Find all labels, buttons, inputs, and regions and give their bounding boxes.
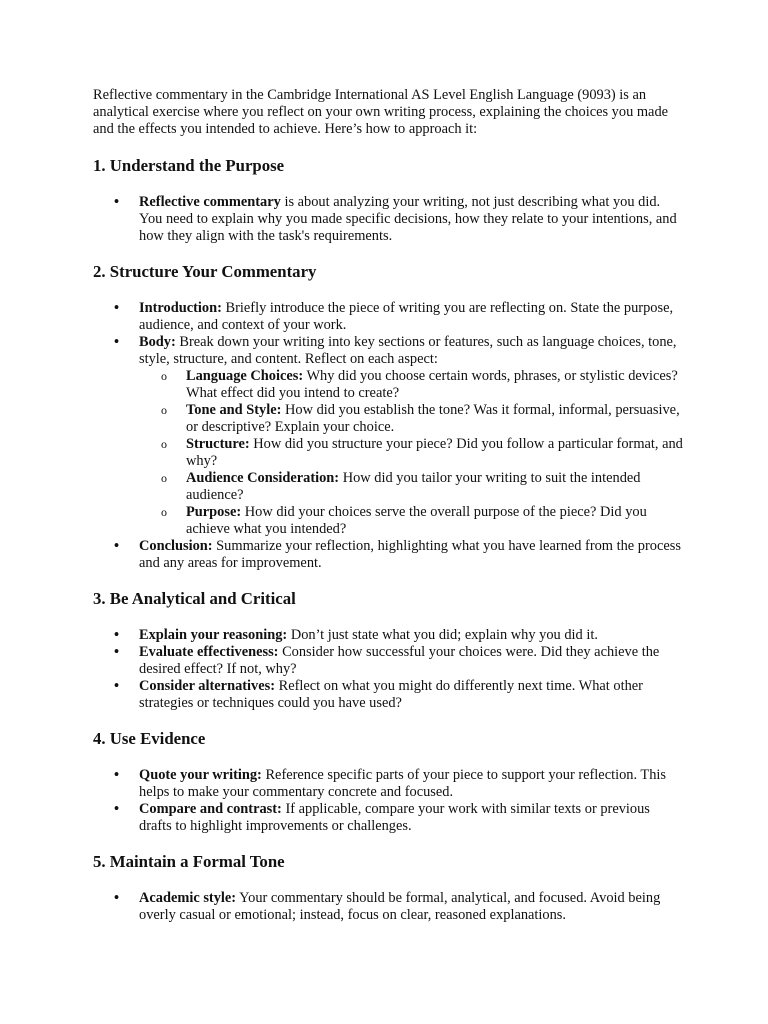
item-term: Reflective commentary [139, 194, 281, 210]
bullet-icon: • [114, 538, 120, 554]
item-text: Reference specific parts of your piece to support your reflection. This helps to make your commentary concrete and focused. [139, 767, 666, 800]
item-text: How did your choices serve the overall purpose of the piece? Did you achieve what you intended? [186, 504, 647, 537]
section-heading: 1. Understand the Purpose [93, 156, 285, 175]
section-heading: 5. Maintain a Formal Tone [93, 852, 285, 871]
bullet-icon: • [114, 627, 120, 643]
bullet-icon: • [114, 644, 120, 660]
bullet-list [93, 194, 683, 245]
sub-list-item [139, 436, 683, 470]
item-text: Break down your writing into key sections or features, such as language choices, tone, style, structure, and content. Reflect on each aspect: [139, 334, 677, 367]
item-term: Structure: [186, 436, 250, 452]
item-text: How did you structure your piece? Did you follow a particular format, and why? [186, 436, 683, 469]
bullet-icon: • [114, 678, 120, 694]
item-term: Body: [139, 334, 176, 350]
bullet-icon: • [114, 194, 120, 210]
intro-paragraph: Reflective commentary in the Cambridge International AS Level English Language (9093) is an analytical exercise where you reflect on your own writing process, explaining the choices you made and the effects you intended to achieve. Here’s how to approach it: [93, 87, 669, 137]
list-item [93, 334, 683, 538]
item-text: Your commentary should be formal, analytical, and focused. Avoid being overly casual or emotional; instead, focus on clear, reasoned explanations. [139, 890, 661, 923]
document-page [93, 87, 683, 941]
item-text: How did you tailor your writing to suit the intended audience? [186, 470, 641, 503]
list-item [93, 801, 683, 835]
item-text: is about analyzing your writing, not just describing what you did. You need to explain why you made specific decisions, how they relate to your intentions, and how they align with the task's requirements. [139, 194, 677, 244]
item-term: Evaluate effectiveness: [139, 644, 279, 660]
circle-bullet-icon: o [161, 471, 167, 485]
item-text: Why did you choose certain words, phrases, or stylistic devices? What effect did you intend to create? [186, 368, 678, 401]
bullet-icon: • [114, 767, 120, 783]
circle-bullet-icon: o [161, 437, 167, 451]
item-term: Language Choices: [186, 368, 304, 384]
circle-bullet-icon: o [161, 403, 167, 417]
section-heading: 3. Be Analytical and Critical [93, 589, 296, 608]
item-term: Audience Consideration: [186, 470, 340, 486]
list-item [93, 678, 683, 712]
item-term: Academic style: [139, 890, 237, 906]
item-text: Consider how successful your choices were. Did they achieve the desired effect? If not, why? [139, 644, 660, 677]
sub-list-item [139, 504, 683, 538]
item-text: Summarize your reflection, highlighting what you have learned from the process and any areas for improvement. [139, 538, 681, 571]
list-item [93, 767, 683, 801]
list-item [93, 627, 683, 644]
list-item [93, 300, 683, 334]
item-term: Purpose: [186, 504, 242, 520]
item-text: Briefly introduce the piece of writing you are reflecting on. State the purpose, audience, and context of your work. [139, 300, 674, 333]
item-term: Introduction: [139, 300, 222, 316]
section-heading: 4. Use Evidence [93, 729, 206, 748]
bullet-list [93, 890, 683, 924]
bullet-list [93, 300, 683, 572]
item-text: If applicable, compare your work with similar texts or previous drafts to highlight improvements or challenges. [139, 801, 650, 834]
item-term: Tone and Style: [186, 402, 282, 418]
circle-bullet-icon: o [161, 505, 167, 519]
sub-bullet-list [139, 368, 683, 538]
section-heading: 2. Structure Your Commentary [93, 262, 317, 281]
list-item [93, 194, 683, 245]
list-item [93, 890, 683, 924]
bullet-icon: • [114, 890, 120, 906]
bullet-list [93, 627, 683, 712]
circle-bullet-icon: o [161, 369, 167, 383]
item-text: Don’t just state what you did; explain why you did it. [287, 627, 598, 643]
item-text: How did you establish the tone? Was it formal, informal, persuasive, or descriptive? Explain your choice. [186, 402, 680, 435]
bullet-icon: • [114, 801, 120, 817]
bullet-list [93, 767, 683, 835]
item-text: Reflect on what you might do differently next time. What other strategies or techniques could you have used? [139, 678, 643, 711]
list-item [93, 538, 683, 572]
item-term: Compare and contrast: [139, 801, 282, 817]
bullet-icon: • [114, 300, 120, 316]
item-term: Consider alternatives: [139, 678, 276, 694]
sub-list-item [139, 402, 683, 436]
sub-list-item [139, 470, 683, 504]
item-term: Conclusion: [139, 538, 213, 554]
item-term: Quote your writing: [139, 767, 262, 783]
list-item [93, 644, 683, 678]
sub-list-item [139, 368, 683, 402]
item-term: Explain your reasoning: [139, 627, 288, 643]
bullet-icon: • [114, 334, 120, 350]
